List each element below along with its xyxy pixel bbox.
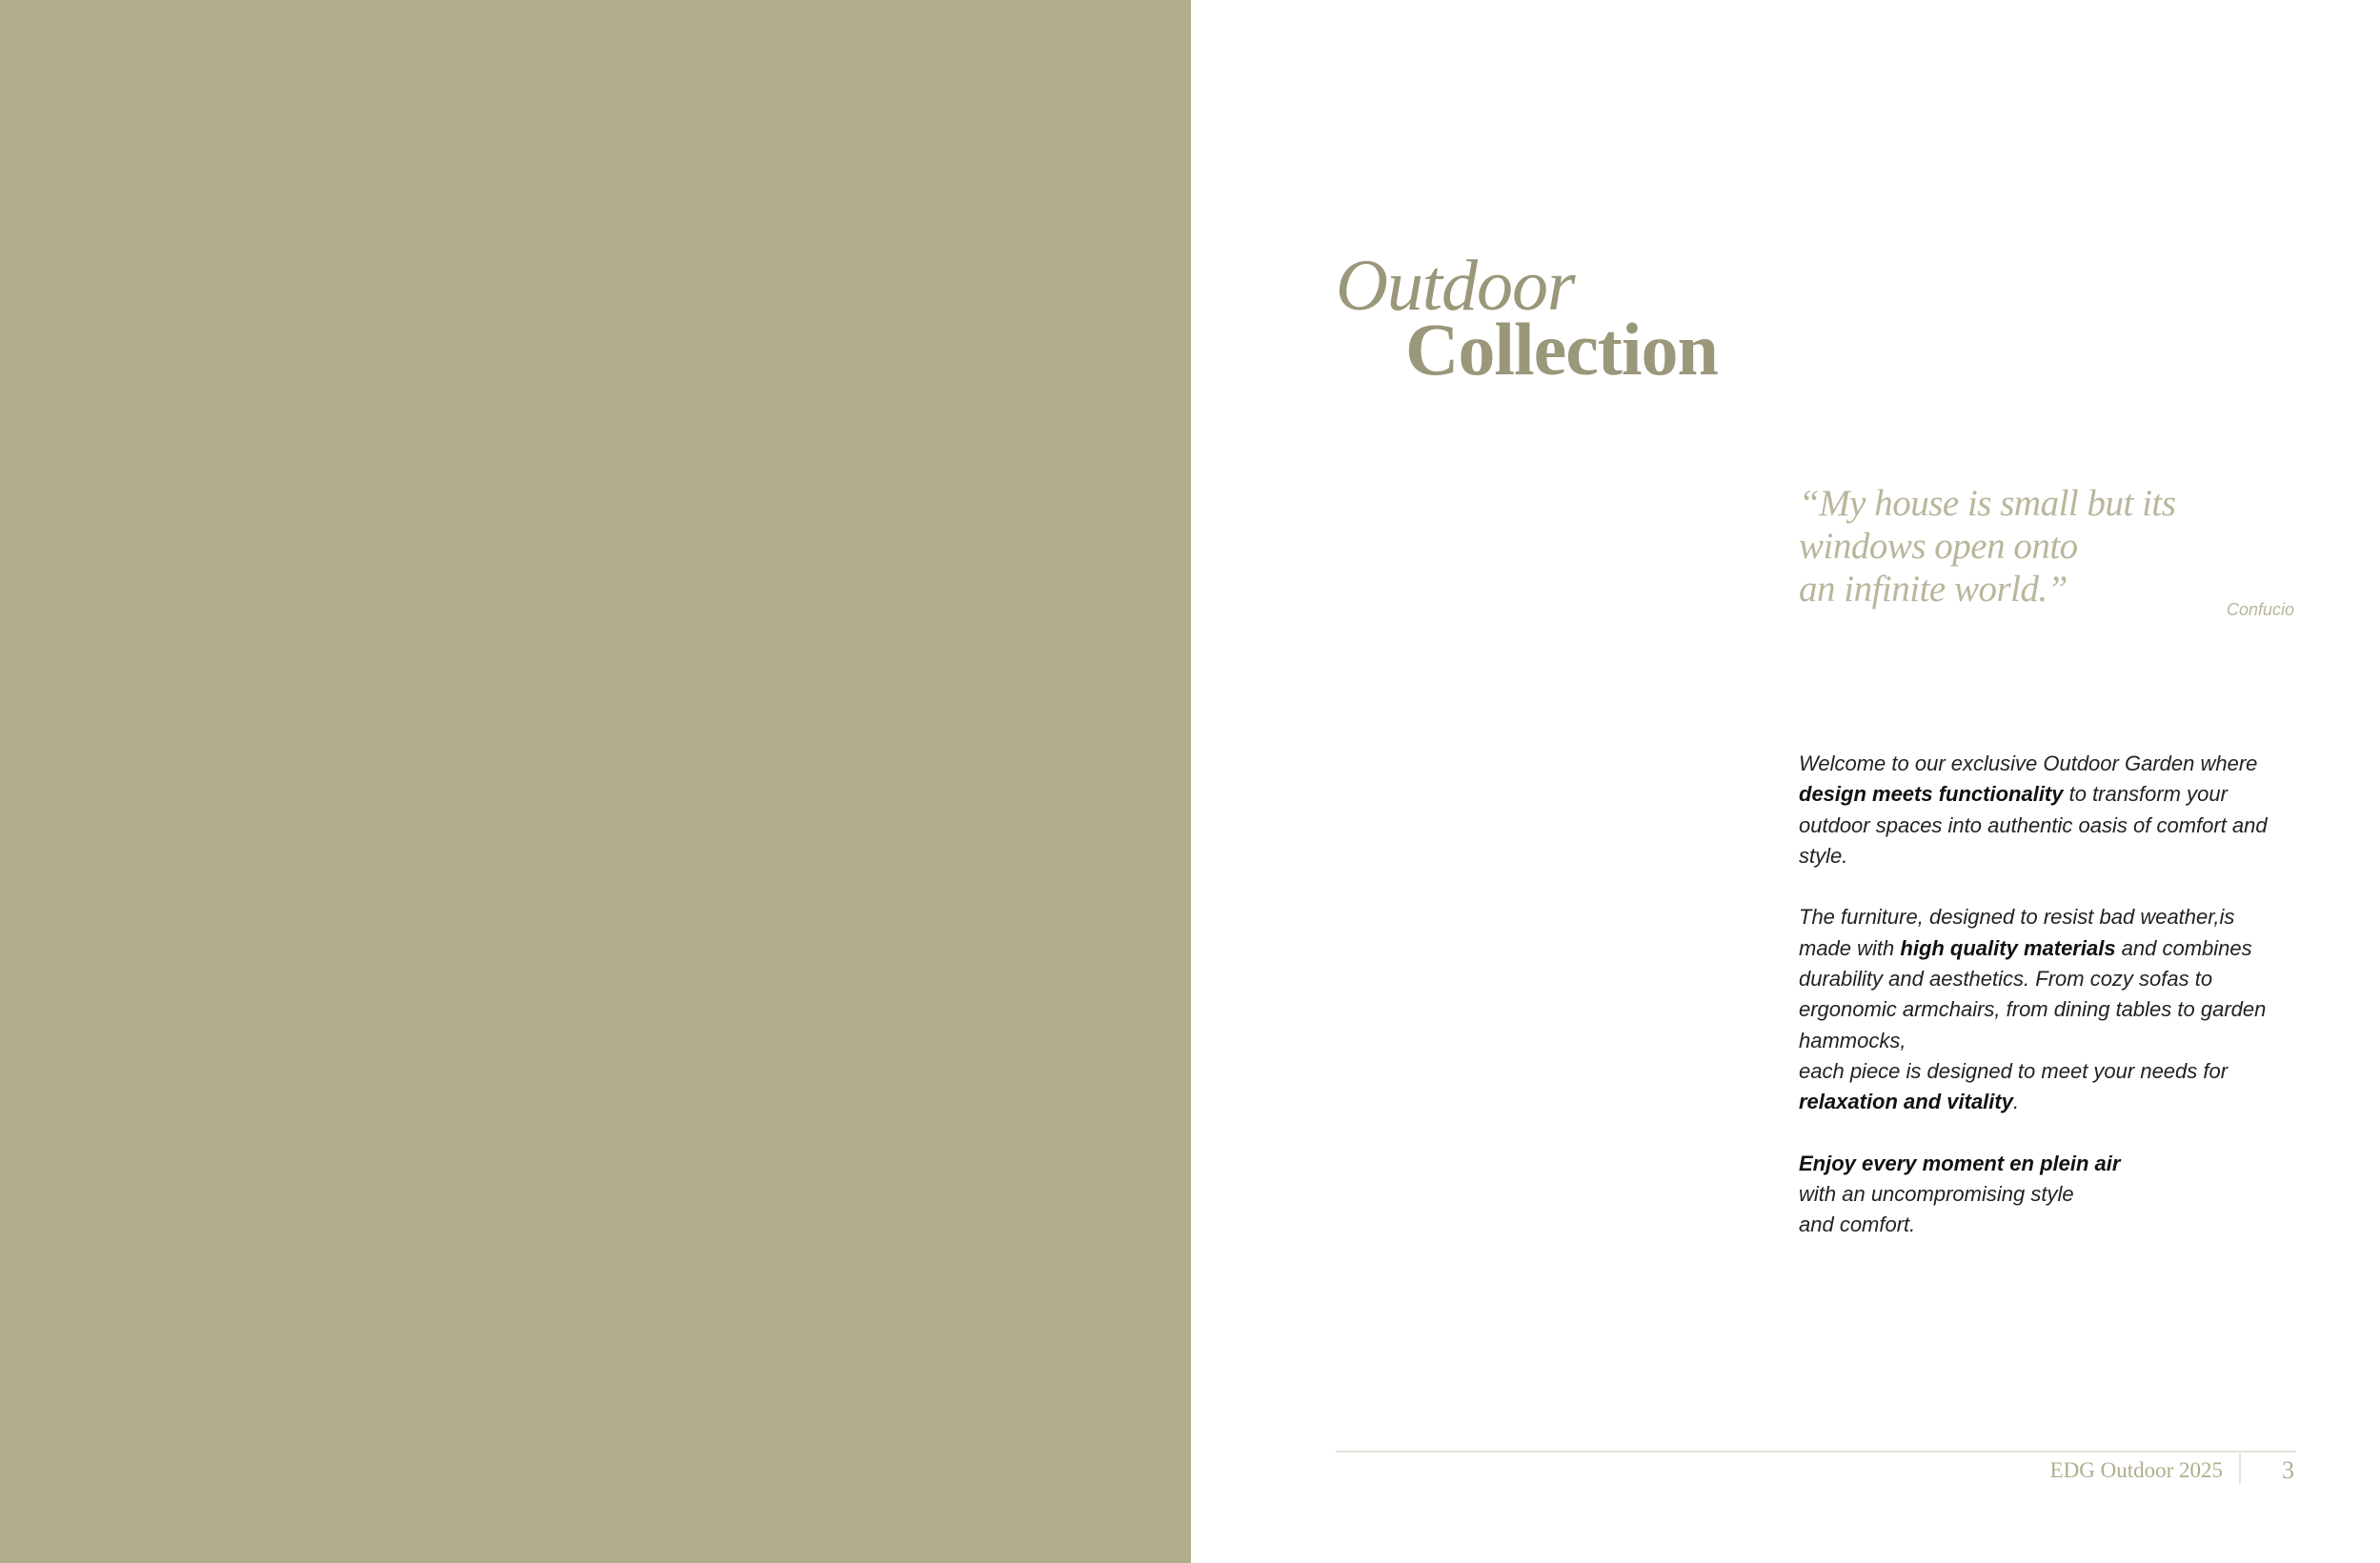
text-run: to transform your outdoor spaces into authentic oasis of comfort and style. (1799, 782, 2268, 868)
footer-label: EDG Outdoor 2025 (2049, 1458, 2223, 1482)
footer-rule (1336, 1451, 2296, 1453)
emphasis: relaxation and vitality (1799, 1090, 2013, 1114)
page-number: 3 (2282, 1456, 2294, 1484)
text-run: and combines durability and aesthetics. From cozy sofas to ergonomic armchairs, from dining tables to garden hammocks, (1799, 935, 2267, 1052)
emphasis: design meets functionality (1799, 782, 2064, 807)
quote-author: Confucio (2226, 600, 2294, 619)
emphasis: Enjoy every moment en plein air (1799, 1151, 2121, 1175)
text-run: Welcome to our exclusive Outdoor Garden where (1799, 751, 2258, 775)
paragraph-furniture (1799, 902, 2275, 1117)
quote (1799, 482, 2237, 611)
footer-separator (2239, 1453, 2241, 1484)
right-page (1191, 0, 2380, 1563)
quote-line: windows open onto (1799, 526, 2078, 567)
text-run: . (2012, 1090, 2020, 1114)
text-run: and comfort. (1799, 1212, 1916, 1237)
text-run: The furniture, designed to resist bad weather,is made with (1799, 905, 2235, 960)
title-collection: Collection (1405, 308, 1718, 391)
quote-line: “My house is small but its (1799, 483, 2176, 524)
text-run: each piece is designed to meet your needs for (1799, 1058, 2229, 1083)
body-text (1799, 749, 2275, 1272)
paragraph-enjoy (1799, 1149, 2275, 1241)
paragraph-welcome (1799, 749, 2275, 872)
text-run: with an uncompromising style (1799, 1182, 2074, 1207)
title-outdoor: Outdoor (1336, 246, 1575, 326)
quote-line: an infinite world.” (1799, 569, 2067, 610)
emphasis: high quality materials (1900, 935, 2116, 960)
